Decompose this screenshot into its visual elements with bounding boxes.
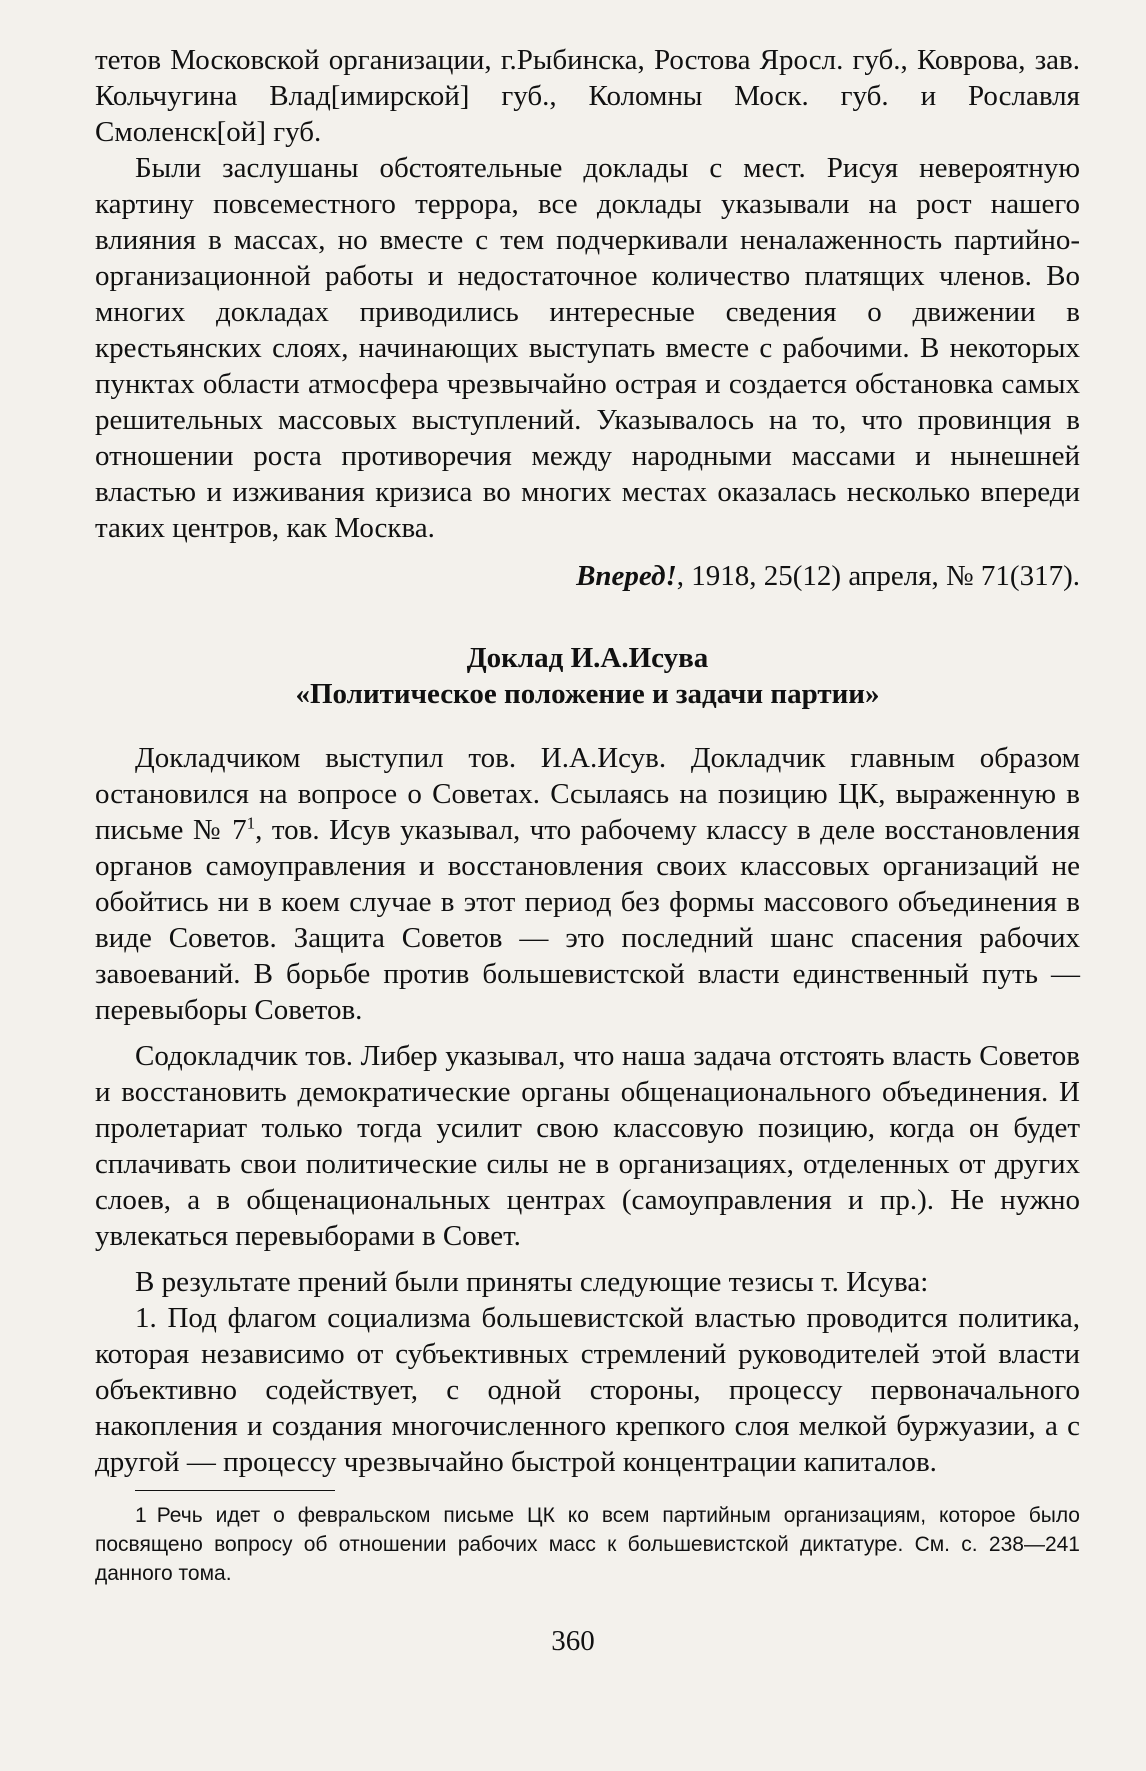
footnote-ref: 1 (246, 813, 256, 833)
paragraph-isuv-report (95, 740, 1080, 1028)
section-heading-line1: Доклад И.А.Исува (466, 642, 709, 674)
paragraph-thesis-1: 1. Под флагом социализма большевистской властью проводится политика, которая независимо от субъективных стремлений руководителей этой власти объективно содействует, с одной стороны, процессу первоначального накопления и создания многочисленного крепкого слоя мелкой буржуазии, а с другой — процессу чрезвычайно быстрой концентрации капиталов. (95, 1302, 1080, 1478)
isuv-text-before: Докладчиком выступил тов. И.А.Исув. Докладчик главным образом остановился на вопросе о Советах. Ссылаясь на позицию ЦК, выраженную в письме № 7 (95, 742, 1080, 846)
source-publication: Вперед! (576, 560, 677, 592)
paragraph-continuation: тетов Московской организации, г.Рыбинска, Ростова Яросл. губ., Коврова, зав. Кольчугина Влад[имирской] губ., Коломны Моск. губ. и Рославля Смоленск[ой] губ. (95, 44, 1080, 148)
footnote-text: Речь идет о февральском письме ЦК ко всем партийным организациям, которое было посвящено вопросу об отношении рабочих масс к большевистской диктатуре. См. с. 238—241 данного тома. (95, 1504, 1080, 1585)
paragraph-reports: Были заслушаны обстоятельные доклады с мест. Рисуя невероятную картину повсеместного террора, все доклады указывали на рост нашего влияния в массах, но вместе с тем подчеркивали неналаженность партийно-организационной работы и недостаточное количество платящих членов. Во многих докладах приводились интересные сведения о движении в крестьянских слоях, начинающих выступать вместе с рабочими. В некоторых пунктах области атмосфера чрезвычайно острая и создается обстановка самых решительных массовых выступлений. Указывалось на то, что провинция в отношении роста противоречия между народными массами и нынешней властью и изживания кризиса во многих местах оказалась несколько впереди таких центров, как Москва. (95, 152, 1080, 544)
footnote-divider (135, 1490, 335, 1491)
paragraph-liber: Содокладчик тов. Либер указывал, что наша задача отстоять власть Советов и восстановить демократические органы общенационального объединения. И пролетариат только тогда усилит свою классовую позицию, когда он будет сплачивать свои политические силы не в организациях, отделенных от других слоев, а в общенациональных центрах (самоуправления и пр.). Не нужно увлекаться перевыборами в Совет. (95, 1040, 1080, 1252)
page-body (95, 42, 1080, 1588)
section-heading-line2: «Политическое положение и задачи партии» (295, 678, 880, 710)
footnote (95, 1501, 1080, 1588)
page-number: 360 (551, 1625, 595, 1657)
footnote-number: 1 (135, 1504, 147, 1527)
source-citation (95, 558, 1080, 594)
source-details: , 1918, 25(12) апреля, № 71(317). (676, 560, 1080, 592)
isuv-text-after: , тов. Исув указывал, что рабочему классу в деле восстановления органов самоуправления и восстановления своих классовых организаций не обойтись ни в коем случае в этот период без формы массового объединения в виде Советов. Защита Советов — это последний шанс спасения рабочих завоеваний. В борьбе против большевистской власти единственный путь — перевыборы Советов. (95, 814, 1080, 1026)
paragraph-theses-intro: В результате прений были приняты следующие тезисы т. Исува: (135, 1266, 929, 1298)
